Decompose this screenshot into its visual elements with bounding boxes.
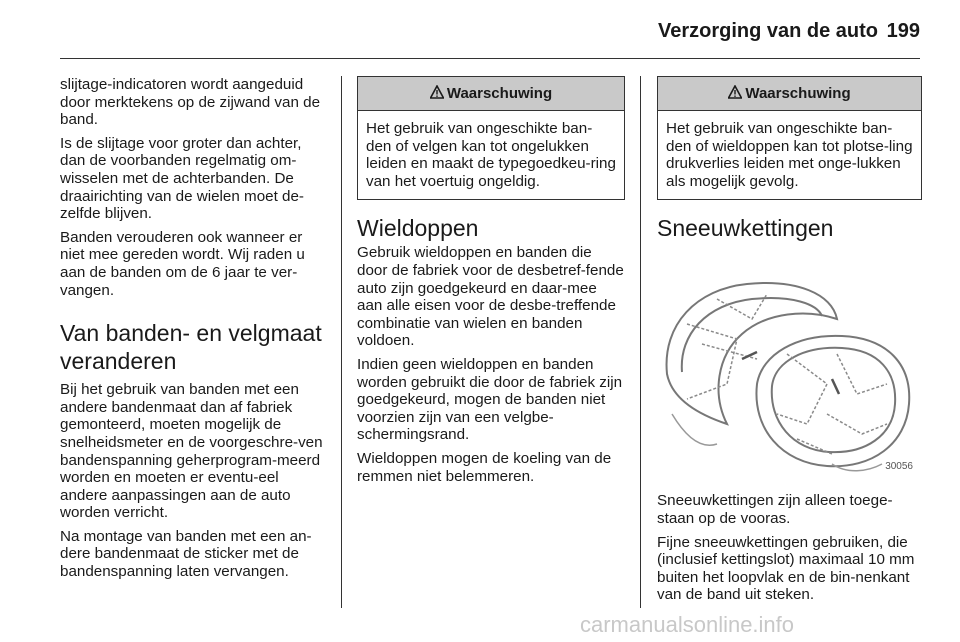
figure-id: 30056 (885, 461, 913, 473)
paragraph: Indien geen wieldoppen en banden worden gebruikt die door de fabriek zijn goedgekeurd, mogen de banden niet voorzien zijn van een velgbe-schermingsrand. (357, 355, 623, 444)
warning-title: Waarschuwing (446, 85, 553, 102)
warning-box (357, 76, 625, 200)
paragraph: Na montage van banden met een an-dere bandenmaat de sticker met de bandenspanning laten vervangen. (60, 527, 312, 581)
column-1 (60, 76, 328, 587)
column-divider (341, 76, 342, 608)
paragraph: Is de slijtage voor groter dan achter, dan de voorbanden regelmatig om-wisselen met de achterbanden. De draairichting van de wielen moet de-zelfde blijven. (60, 134, 304, 223)
warning-triangle-icon (430, 85, 444, 99)
warning-header (358, 77, 624, 111)
warning-title: Waarschuwing (745, 85, 851, 102)
warning-header (658, 77, 921, 111)
paragraph: Gebruik wieldoppen en banden die door de fabriek voor de desbetref-fende auto zijn goedgekeurd en daar-mee aan alle eisen voor de desbe-treffende combinatie van wielen en banden voldoen. (357, 244, 624, 350)
section-heading: Sneeuwkettingen (657, 215, 834, 242)
page-number: 199 (886, 20, 920, 42)
paragraph: Fijne sneeuwkettingen gebruiken, die (inclusief kettingslot) maximaal 10 mm buiten het loopvlak en de bin-nenkant van de band uit steken. (657, 533, 915, 604)
paragraph: Wieldoppen mogen de koeling van de remmen niet belemmeren. (357, 449, 612, 485)
warning-box (657, 76, 922, 200)
warning-triangle-icon (728, 85, 742, 99)
column-divider (640, 76, 641, 608)
warning-body: Het gebruik van ongeschikte ban-den of wieldoppen kan tot plotse-ling drukverlies leiden met onge-lukken als mogelijk gevolg. (666, 120, 913, 190)
paragraph: Banden verouderen ook wanneer er niet mee gereden wordt. Wij raden u aan de banden om de 6 jaar te ver-vangen. (60, 228, 305, 299)
section-heading: Wieldoppen (357, 215, 479, 242)
warning-body: Het gebruik van ongeschikte ban-den of velgen kan tot ongelukken leiden en maakt de typegoedkeu-ring van het voertuig ongeldig. (366, 120, 616, 190)
paragraph: Sneeuwkettingen zijn alleen toege-staan op de vooras. (657, 492, 893, 527)
snow-chains-illustration (657, 264, 919, 476)
snow-chains-figure (657, 264, 919, 476)
header-rule (60, 58, 920, 59)
column-2 (357, 76, 625, 491)
footer-watermark: carmanualsonline.info (580, 612, 795, 637)
paragraph: Bij het gebruik van banden met een andere bandenmaat dan af fabriek gemonteerd, moeten mogelijk de snelheidsmeter en de voorgeschre-ven bandenspanning geherprogram-meerd worden en moeten er eventu-eel andere aanpassingen aan de auto worden verricht. (60, 381, 323, 522)
paragraph: slijtage-indicatoren wordt aangeduid door merktekens op de zijwand van de band. (60, 76, 321, 129)
page-header-title: Verzorging van de auto (657, 20, 878, 42)
section-heading: Van banden- en velgmaat veranderen (60, 320, 322, 375)
column-3 (657, 76, 922, 610)
